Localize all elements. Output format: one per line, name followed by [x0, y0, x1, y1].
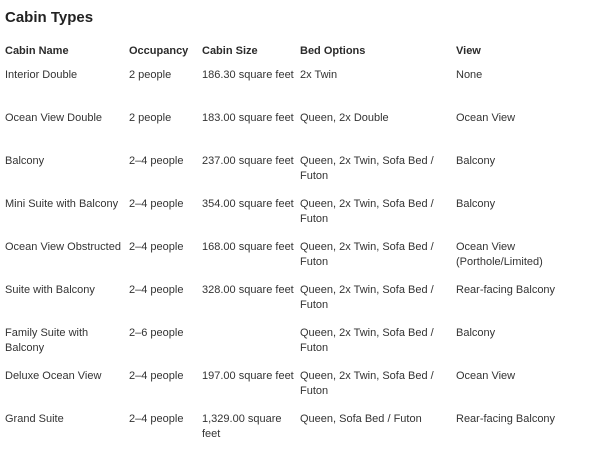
- table-row: [5, 154, 585, 197]
- table-row: [5, 68, 585, 111]
- column-header-cabin-name: Cabin Name: [5, 45, 69, 57]
- table-row: [5, 412, 585, 442]
- cell-cabin-size: 354.00 square feet: [202, 198, 294, 210]
- cell-view: Balcony: [456, 327, 496, 339]
- cell-cabin-size: 183.00 square feet: [202, 112, 294, 124]
- cell-cabin-size: 237.00 square feet: [202, 155, 294, 167]
- cell-occupancy: 2–4 people: [129, 241, 184, 253]
- column-header-bed-options: Bed Options: [300, 45, 366, 57]
- cell-occupancy: 2 people: [129, 112, 172, 124]
- cell-occupancy: 2–4 people: [129, 284, 184, 296]
- table-row: [5, 369, 585, 412]
- table-row: [5, 326, 585, 369]
- table-row: [5, 240, 585, 283]
- cell-view: Ocean View: [456, 112, 516, 124]
- cell-cabin-size: 197.00 square feet: [202, 370, 294, 382]
- cell-cabin-name: Grand Suite: [5, 413, 64, 425]
- table-row: [5, 197, 585, 240]
- table-header-row: [5, 44, 585, 68]
- page-title: Cabin Types: [5, 9, 94, 26]
- cell-cabin-name: Ocean View Obstructed: [5, 241, 121, 253]
- cell-bed-options: Queen, 2x Double: [300, 112, 389, 124]
- cell-cabin-name: Suite with Balcony: [5, 284, 95, 296]
- cell-cabin-size: [202, 326, 300, 369]
- table-row: [5, 111, 585, 154]
- cell-occupancy: 2 people: [129, 69, 172, 81]
- cell-view: Balcony: [456, 155, 496, 167]
- cell-cabin-size: 186.30 square feet: [202, 69, 294, 81]
- cell-occupancy: 2–4 people: [129, 198, 184, 210]
- cell-occupancy: 2–4 people: [129, 413, 184, 425]
- cell-view: Rear-facing Balcony: [456, 284, 556, 296]
- cell-bed-options: Queen, 2x Twin, Sofa Bed / Futon: [300, 241, 434, 268]
- cell-view: Ocean View: [456, 370, 516, 382]
- cell-occupancy: 2–4 people: [129, 155, 184, 167]
- cell-bed-options: Queen, 2x Twin, Sofa Bed / Futon: [300, 284, 434, 311]
- cell-cabin-name: Interior Double: [5, 69, 78, 81]
- cell-occupancy: 2–6 people: [129, 327, 184, 339]
- cell-bed-options: Queen, 2x Twin, Sofa Bed / Futon: [300, 327, 434, 354]
- cabin-types-table: [5, 44, 585, 442]
- cell-cabin-size: 168.00 square feet: [202, 241, 294, 253]
- cell-cabin-name: Family Suite with Balcony: [5, 327, 89, 354]
- table-row: [5, 283, 585, 326]
- cell-cabin-size: 1,329.00 square feet: [202, 413, 282, 440]
- cell-bed-options: Queen, 2x Twin, Sofa Bed / Futon: [300, 198, 434, 225]
- column-header-occupancy: Occupancy: [129, 45, 189, 57]
- cell-cabin-name: Ocean View Double: [5, 112, 103, 124]
- cell-view: Rear-facing Balcony: [456, 413, 556, 425]
- cell-cabin-name: Balcony: [5, 155, 45, 167]
- cell-view: None: [456, 69, 483, 81]
- cell-bed-options: Queen, 2x Twin, Sofa Bed / Futon: [300, 155, 434, 182]
- column-header-cabin-size: Cabin Size: [202, 45, 258, 57]
- cell-cabin-size: 328.00 square feet: [202, 284, 294, 296]
- cell-bed-options: Queen, Sofa Bed / Futon: [300, 413, 422, 425]
- cell-bed-options: Queen, 2x Twin, Sofa Bed / Futon: [300, 370, 434, 397]
- cell-view: Ocean View (Porthole/Limited): [456, 241, 543, 268]
- cell-view: Balcony: [456, 198, 496, 210]
- cell-bed-options: 2x Twin: [300, 69, 338, 81]
- cell-cabin-name: Mini Suite with Balcony: [5, 198, 119, 210]
- cell-cabin-name: Deluxe Ocean View: [5, 370, 102, 382]
- column-header-view: View: [456, 45, 481, 57]
- cell-occupancy: 2–4 people: [129, 370, 184, 382]
